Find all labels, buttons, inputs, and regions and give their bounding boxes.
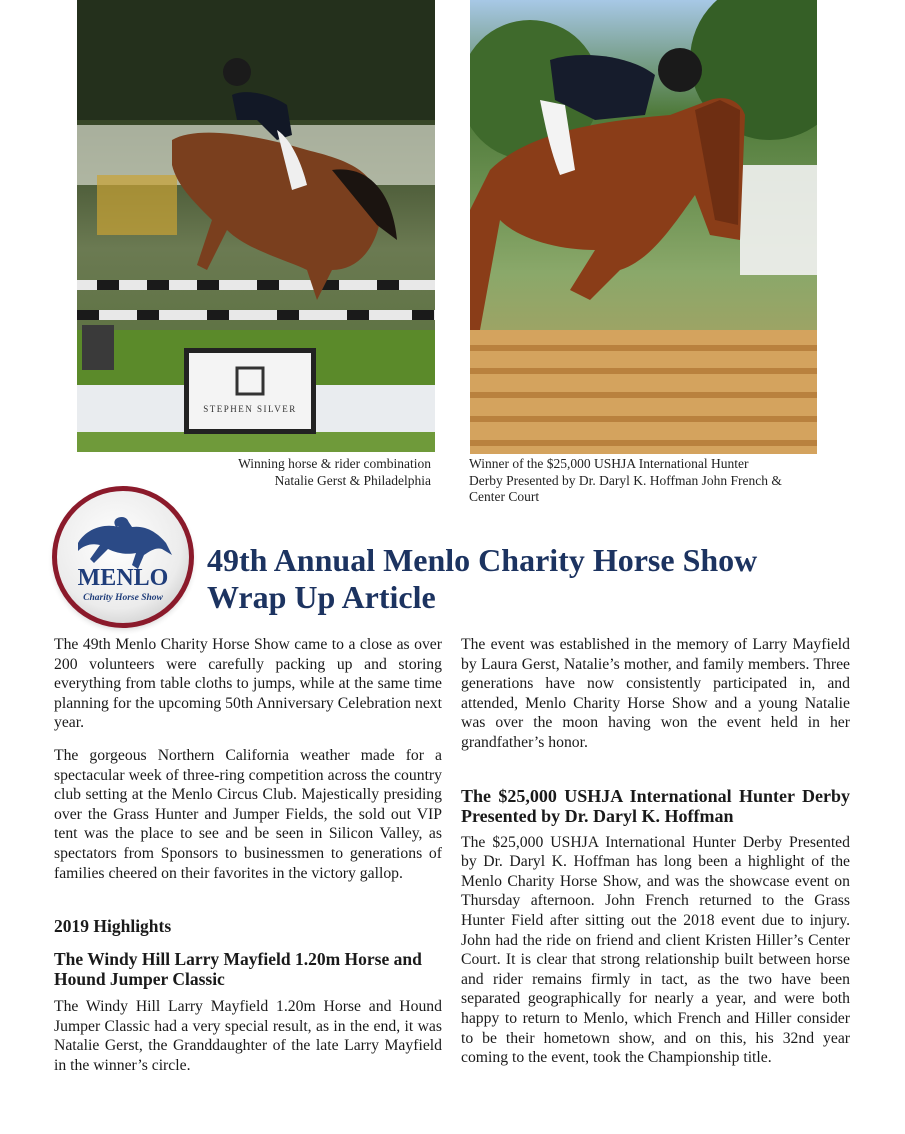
article-title-line: Wrap Up Article — [207, 579, 436, 615]
logo-tagline: Charity Horse Show — [83, 593, 163, 603]
caption-line: Center Court — [469, 489, 540, 504]
intro-paragraph: The 49th Menlo Charity Horse Show came to a close as over 200 volunteers were carefully packing up and storing everything from table cloths to jumps, while at the same time planning for the upcoming 50th Anniversary Celebration next year. — [54, 636, 442, 732]
logo-name: MENLO — [77, 565, 169, 591]
caption-line: Winner of the $25,000 USHJA International Hunter — [469, 456, 749, 471]
menlo-logo — [46, 481, 200, 635]
windy-hill-paragraph: The Windy Hill Larry Mayfield 1.20m Horse and Hound Jumper Classic had a very special result, as in the end, it was Natalie Gerst, the Granddaughter of the late Larry Mayfield in the winner’s circle. — [54, 998, 442, 1074]
weather-paragraph: The gorgeous Northern California weather made for a spectacular week of three-ring competition across the country club setting at the Menlo Circus Club. Majestically presiding over the Grass Hunter and Jumper Fields, the sold out VIP tent was the place to see and be seen in Silicon Valley, as spectators from Sponsors to businessmen to generations of families cheered on their favorites in the victory gallop. — [54, 746, 442, 882]
caption-line: Winning horse & rider combination — [238, 456, 431, 471]
caption-line: Natalie Gerst & Philadelphia — [274, 472, 431, 488]
hunter-derby-paragraph: The $25,000 USHJA International Hunter Derby Presented by Dr. Daryl K. Hoffman has long been a highlight of the Menlo Charity Horse Show, and was the showcase event on Thursday afternoon. John French returned to the Grass Hunter Field after sitting out the 2018 event due to injury. John had the ride on friend and client Kristen Hiller’s Center Court. It is clear that strong relationship built between horse and rider remains firmly in tact, as the two have been separated geographically for nearly a year, and were both happy to return to Menlo, which French and Hiller consider to be their hometown show, and on this, his 32nd year coming to the event, took the Championship title. — [461, 833, 850, 1067]
sign-text: STEPHEN SILVER — [203, 404, 297, 414]
article-title — [207, 542, 867, 616]
highlights-heading: 2019 Highlights — [54, 916, 172, 937]
right-photo-caption — [469, 456, 849, 506]
caption-line: Derby Presented by Dr. Daryl K. Hoffman John French & — [469, 472, 782, 488]
memorial-paragraph: The event was established in the memory of Larry Mayfield by Laura Gerst, Natalie’s mother, and family members. Three generations have now consistently participated in, and attended, Menlo Charity Horse Show and a young Natalie was over the moon having won the event held in her grandfather’s honor. — [461, 636, 850, 751]
article-right-column — [461, 635, 850, 1068]
hunter-derby-photo — [470, 0, 817, 454]
windy-hill-heading: The Windy Hill Larry Mayfield 1.20m Horse and Hound Jumper Classic — [54, 949, 422, 990]
left-photo-caption — [170, 456, 431, 489]
jumper-photo-illustration — [77, 0, 435, 452]
hunter-derby-heading: The $25,000 USHJA International Hunter Derby Presented by Dr. Daryl K. Hoffman — [461, 785, 850, 826]
jumper-photo — [77, 0, 435, 452]
menlo-logo-seal — [46, 481, 200, 635]
article-left-column — [54, 635, 442, 1076]
article-title-line: 49th Annual Menlo Charity Horse Show — [207, 542, 758, 578]
hunter-derby-photo-illustration — [470, 0, 817, 454]
